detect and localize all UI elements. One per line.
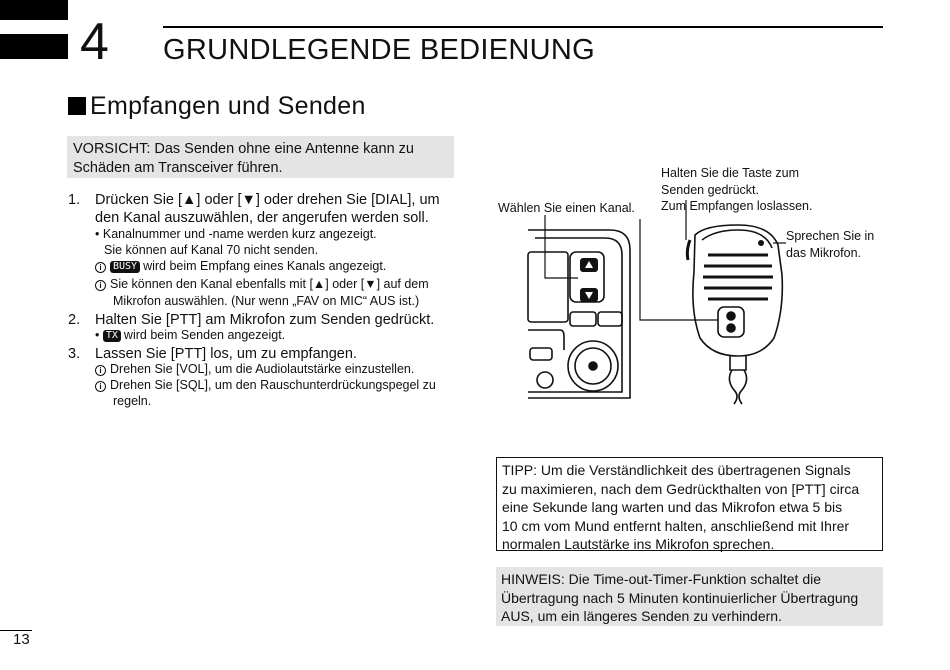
chapter-tab-bar-top [0,0,68,20]
chapter-title: GRUNDLEGENDE BEDIENUNG [163,34,595,66]
callout-line: Zum Empfangen loslassen. [661,199,813,213]
channel-up-down-buttons-icon [580,258,598,302]
info-text: Drehen Sie [VOL], um die Audiolautstärke einzustellen. [110,362,415,376]
info-icon: i [95,365,106,376]
step-text: Lassen Sie [PTT] los, um zu empfangen. [95,346,357,362]
caution-line: Schäden am Transceiver führen. [73,160,283,176]
tx-lcd-icon: TX [103,330,121,342]
tip-line: TIPP: Um die Verständlichkeit des übertragenen Signals [502,462,851,478]
step-3-info-2 [95,377,436,394]
bullet-text: wird beim Senden angezeigt. [123,328,286,342]
microphone-icon [687,225,782,404]
step-1-info-2 [95,276,429,293]
note-box [496,567,883,626]
chapter-number: 4 [80,13,109,71]
callout-select-channel: Wählen Sie einen Kanal. [498,201,635,215]
callout-line: das Mikrofon. [786,245,862,260]
tip-line: eine Sekunde lang warten und das Mikrofon etwa 5 bis [502,499,843,515]
tip-line: normalen Lautstärke ins Mikrofon sprechen. [502,536,775,552]
step-text: Halten Sie [PTT] am Mikrofon zum Senden gedrückt. [95,312,435,328]
info-text: wird beim Empfang eines Kanals angezeigt. [143,259,387,273]
tip-box [496,457,883,551]
bullet-text: Kanalnummer und -name werden kurz angezeigt. [102,227,377,241]
note-line: AUS, um ein längeres Senden zu verhindern. [501,608,782,624]
step-1-info-2-line2: Mikrofon auswählen. (Nur wenn „FAV on MIC“ AUS ist.) [113,294,420,308]
callout-line: Sprechen Sie in [786,229,875,243]
step-text: Drücken Sie [▲] oder [▼] oder drehen Sie [DIAL], um [95,192,440,208]
busy-lcd-icon: BUSY [110,261,140,273]
chapter-tab-bar-bottom [0,34,68,59]
callout-ptt [661,165,812,215]
callout-line: Halten Sie die Taste zum [661,166,800,180]
step-number: 2. [68,312,81,328]
info-text: Drehen Sie [SQL], um den Rauschunterdrückungspegel zu [110,378,436,392]
step-number: 3. [68,346,81,362]
tip-line: zu maximieren, nach dem Gedrückthalten von [PTT] circa [502,480,860,497]
section-title [68,91,366,121]
callout-speak [786,228,874,261]
step-1-bullet-line2: Sie können auf Kanal 70 nicht senden. [104,243,319,257]
info-icon: i [95,262,106,273]
step-3-info-2-line2: regeln. [113,394,152,408]
callout-line: Senden gedrückt. [661,182,759,197]
info-icon: i [95,381,106,392]
header-rule [163,26,883,28]
caution-box [67,136,454,178]
note-line: HINWEIS: Die Time-out-Timer-Funktion schaltet die [501,571,822,587]
step-2-bullet [95,327,285,344]
bullet-mark: • [95,227,100,241]
bullet-mark: • [95,328,100,342]
step-3-info-1 [95,361,414,378]
step-number: 1. [68,192,81,208]
caution-line: VORSICHT: Das Senden ohne eine Antenne kann zu [73,141,414,157]
info-icon: i [95,280,106,291]
step-1-info-1 [95,258,386,275]
note-line: Übertragung nach 5 Minuten kontinuierlicher Übertragung [501,589,859,606]
step-1-bullet [95,226,377,243]
section-square-icon [68,97,86,115]
section-title-text: Empfangen und Senden [90,92,366,120]
tip-line: 10 cm vom Mund entfernt halten, anschließend mit Ihrer [502,517,850,534]
step-text: den Kanal auszuwählen, der angerufen werden soll. [95,210,429,226]
info-text: Sie können den Kanal ebenfalls mit [▲] oder [▼] auf dem [110,277,429,291]
transceiver-body [528,230,630,398]
page-number: 13 [13,631,30,648]
